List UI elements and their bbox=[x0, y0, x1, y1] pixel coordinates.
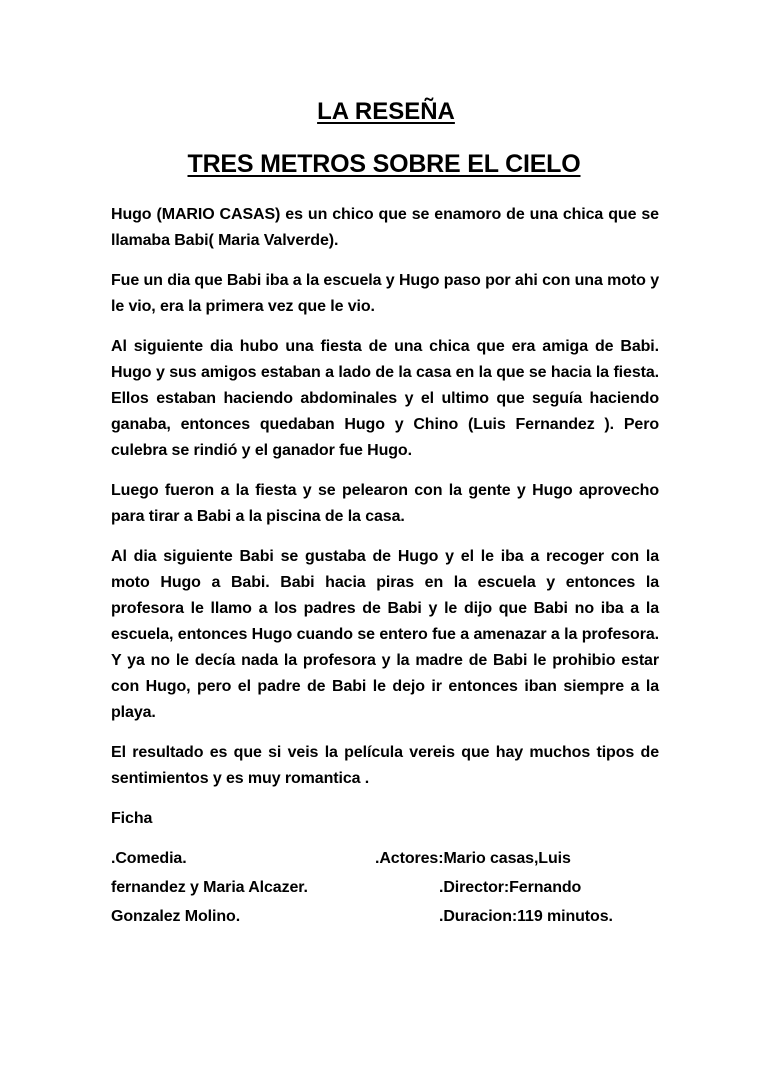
ficha-details bbox=[111, 846, 659, 933]
document-body bbox=[111, 202, 659, 933]
paragraph: Al siguiente dia hubo una fiesta de una chica que era amiga de Babi. Hugo y sus amigos estaban a lado de la casa en la que se hacia la fiesta. Ellos estaban haciendo abdominales y el ultimo que seguía haciendo ganaba, entonces quedaban Hugo y Chino (Luis Fernandez ). Pero culebra se rindió y el ganador fue Hugo. bbox=[111, 338, 659, 459]
paragraph: Hugo (MARIO CASAS) es un chico que se enamoro de una chica que se llamaba Babi( Maria Valverde). bbox=[111, 206, 659, 249]
document-title: LA RESEÑA bbox=[317, 98, 455, 125]
ficha-label: Ficha bbox=[111, 810, 153, 827]
ficha-actors-end: fernandez y Maria Alcazer. bbox=[111, 879, 308, 896]
ficha-director-start: .Director:Fernando bbox=[439, 879, 582, 896]
paragraph: Luego fueron a la fiesta y se pelearon con la gente y Hugo aprovecho para tirar a Babi a la piscina de la casa. bbox=[111, 482, 659, 525]
ficha-duration: .Duracion:119 minutos. bbox=[439, 908, 613, 925]
ficha-line bbox=[111, 904, 659, 933]
paragraph: Al dia siguiente Babi se gustaba de Hugo y el le iba a recoger con la moto Hugo a Babi. Babi hacia piras en la escuela y entonces la profesora le llamo a los padres de Babi y le dijo que Babi no iba a la escuela, entonces Hugo cuando se entero fue a amenazar a la profesora. Y ya no le decía nada la profesora y la madre de Babi le prohibio estar con Hugo, pero el padre de Babi le dejo ir entonces iban siempre a la playa. bbox=[111, 548, 659, 721]
ficha-line bbox=[111, 846, 659, 875]
ficha-actors-start: .Actores:Mario casas,Luis bbox=[375, 850, 571, 867]
paragraph: Fue un dia que Babi iba a la escuela y Hugo paso por ahi con una moto y le vio, era la primera vez que le vio. bbox=[111, 272, 659, 315]
ficha-director-end: Gonzalez Molino. bbox=[111, 908, 241, 925]
document-subtitle: TRES METROS SOBRE EL CIELO bbox=[187, 150, 581, 178]
ficha-line bbox=[111, 875, 659, 904]
ficha-genre: .Comedia. bbox=[111, 850, 187, 867]
paragraph: El resultado es que si veis la película vereis que hay muchos tipos de sentimientos y es muy romantica . bbox=[111, 744, 659, 787]
